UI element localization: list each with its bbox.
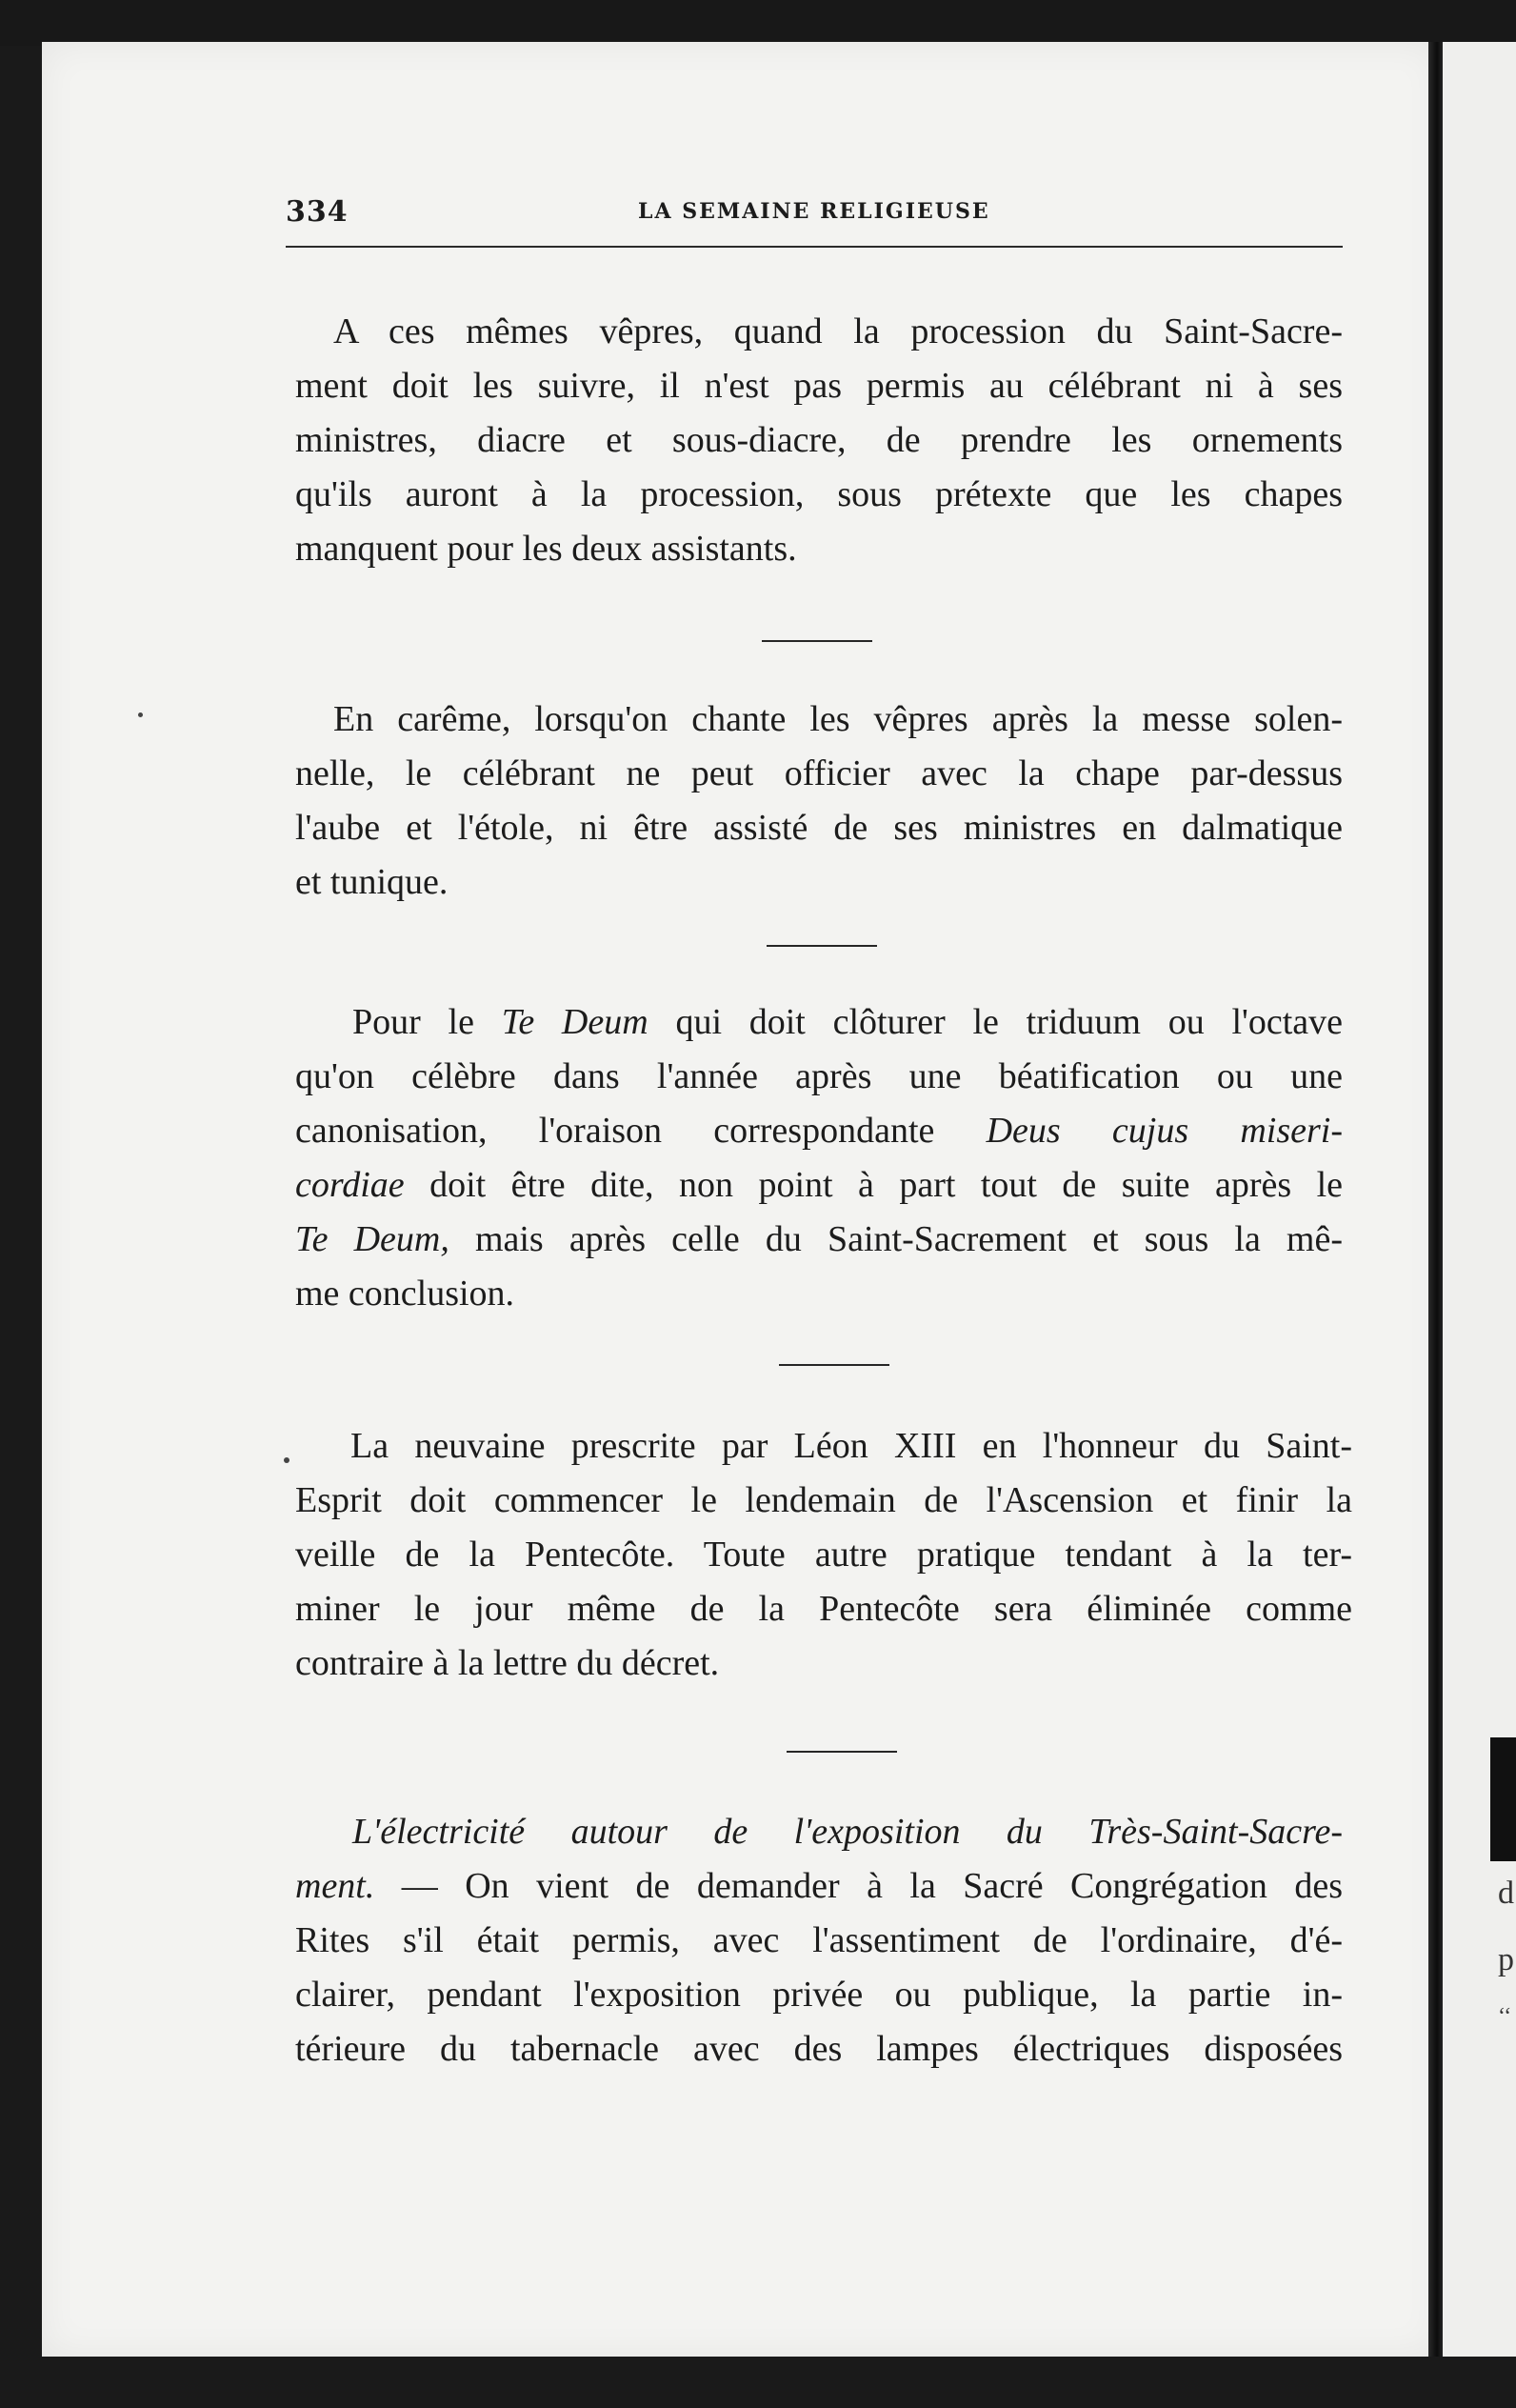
text-line: cordiae doit être dite, non point à part tout de suite après le bbox=[295, 1165, 1343, 1205]
text-line: En carême, lorsqu'on chante les vêpres après la messe solen- bbox=[333, 699, 1343, 739]
adjacent-page-fragment: d bbox=[1498, 1876, 1514, 1911]
page-number: 334 bbox=[286, 195, 349, 229]
text-line: Esprit doit commencer le lendemain de l'Ascension et finir la bbox=[295, 1480, 1352, 1520]
paragraph-vepres-procession bbox=[295, 305, 1343, 576]
text-line: térieure du tabernacle avec des lampes électriques disposées bbox=[295, 2029, 1343, 2069]
text-line: me conclusion. bbox=[295, 1274, 515, 1314]
text-line: Te Deum, mais après celle du Saint-Sacrement et sous la mê- bbox=[295, 1219, 1343, 1259]
adjacent-page-fragment: p bbox=[1498, 1942, 1514, 1977]
latin-title: Deus cujus miseri- bbox=[986, 1111, 1344, 1151]
text-line: manquent pour les deux assistants. bbox=[295, 529, 797, 569]
section-separator bbox=[767, 945, 877, 947]
page-header bbox=[286, 195, 1343, 243]
paragraph-electricite bbox=[295, 1805, 1343, 2077]
section-separator bbox=[779, 1364, 889, 1366]
header-rule bbox=[286, 246, 1343, 248]
latin-title: Te Deum bbox=[501, 1002, 648, 1042]
section-separator bbox=[787, 1751, 897, 1753]
text-line: A ces mêmes vêpres, quand la procession du Saint-Sacre- bbox=[333, 311, 1343, 351]
text-line: Rites s'il était permis, avec l'assentiment de l'ordinaire, d'é- bbox=[295, 1920, 1343, 1960]
text-line: ministres, diacre et sous-diacre, de prendre les ornements bbox=[295, 420, 1343, 460]
paragraph-te-deum bbox=[295, 995, 1343, 1321]
ink-speck bbox=[138, 712, 143, 717]
text-line: canonisation, l'oraison correspondante Deus cujus miseri- bbox=[295, 1111, 1344, 1151]
text-line: qu'on célèbre dans l'année après une béatification ou une bbox=[295, 1056, 1343, 1096]
text-line: nelle, le célébrant ne peut officier avec la chape par-dessus bbox=[295, 753, 1343, 793]
section-heading: L'électricité autour de l'exposition du Très-Saint-Sacre- bbox=[352, 1812, 1343, 1852]
text-line: l'aube et l'étole, ni être assisté de ses ministres en dalmatique bbox=[295, 808, 1343, 848]
text-line: Pour le Te Deum qui doit clôturer le triduum ou l'octave bbox=[352, 1002, 1344, 1042]
text-line: ment. — On vient de demander à la Sacré Congrégation des bbox=[295, 1866, 1343, 1906]
adjacent-page bbox=[1443, 42, 1516, 2357]
text-line: et tunique. bbox=[295, 862, 449, 902]
section-heading: ment. bbox=[295, 1866, 375, 1906]
ink-speck bbox=[284, 1457, 289, 1463]
text-line: miner le jour même de la Pentecôte sera éliminée comme bbox=[295, 1589, 1352, 1629]
text-line: La neuvaine prescrite par Léon XIII en l'honneur du Saint- bbox=[350, 1426, 1352, 1466]
text-line: clairer, pendant l'exposition privée ou publique, la partie in- bbox=[295, 1975, 1343, 2015]
text-line: contraire à la lettre du décret. bbox=[295, 1643, 720, 1683]
scan-border bbox=[0, 0, 1516, 46]
section-separator bbox=[762, 640, 872, 642]
adjacent-page-fragment: ‘‘ bbox=[1498, 2004, 1512, 2029]
paragraph-neuvaine bbox=[295, 1419, 1352, 1691]
running-title: LA SEMAINE RELIGIEUSE bbox=[638, 199, 990, 224]
adjacent-page-block bbox=[1490, 1737, 1516, 1861]
paragraph-careme bbox=[295, 692, 1343, 910]
text-line: ment doit les suivre, il n'est pas permis au célébrant ni à ses bbox=[295, 366, 1343, 406]
text-line: qu'ils auront à la procession, sous prétexte que les chapes bbox=[295, 474, 1343, 514]
text-line bbox=[295, 1805, 1343, 1859]
latin-title: Te Deum, bbox=[295, 1219, 449, 1259]
text-line: veille de la Pentecôte. Toute autre pratique tendant à la ter- bbox=[295, 1535, 1352, 1575]
latin-title: cordiae bbox=[295, 1165, 405, 1205]
